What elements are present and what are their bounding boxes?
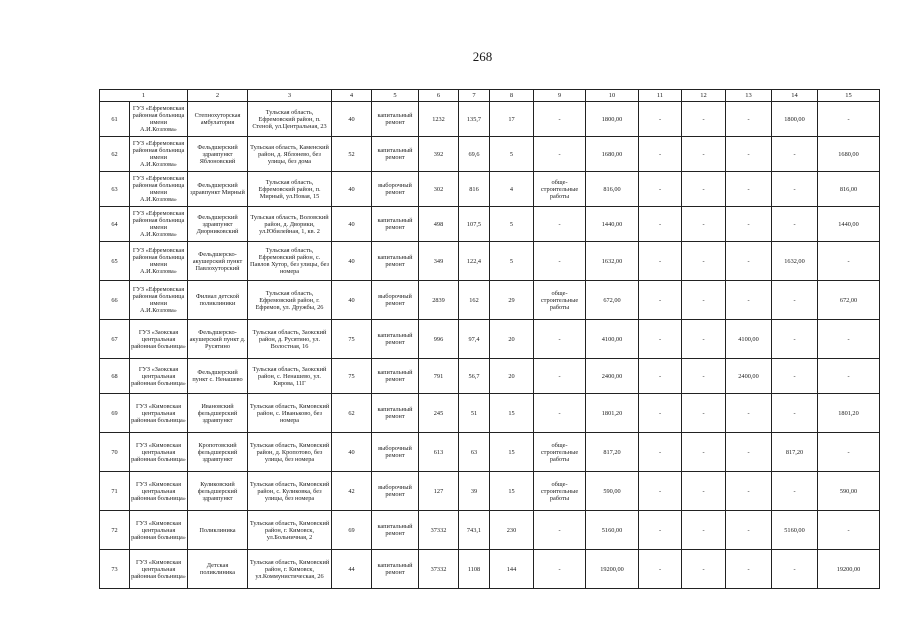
table-cell: ГУЗ «Кимовская центральная районная больница» — [130, 511, 188, 550]
table-cell: - — [639, 281, 682, 320]
table-cell: Фельдшерский здравпункт Дворниковский — [188, 207, 248, 242]
table-cell: 62 — [332, 394, 372, 433]
table-cell: 1801,20 — [586, 394, 639, 433]
table-cell: - — [772, 359, 818, 394]
table-cell: - — [534, 207, 586, 242]
table-cell: 20 — [490, 320, 534, 359]
table-cell: - — [726, 242, 772, 281]
table-cell: - — [726, 394, 772, 433]
table-cell: ГУЗ «Ефремовская районная больница имени А.И.Козлова» — [130, 102, 188, 137]
table-cell: - — [726, 102, 772, 137]
table-cell: - — [682, 433, 726, 472]
table-cell: - — [772, 394, 818, 433]
column-header: 15 — [818, 90, 880, 102]
table-cell: 70 — [100, 433, 130, 472]
table-cell: 29 — [490, 281, 534, 320]
table-cell: 1680,00 — [586, 137, 639, 172]
table-cell: 5160,00 — [772, 511, 818, 550]
table-cell: 2400,00 — [586, 359, 639, 394]
table-cell: 68 — [100, 359, 130, 394]
table-cell: 39 — [459, 472, 490, 511]
table-cell: Тульская область, Каменский район, д. Яблонево, без улицы, без дома — [248, 137, 332, 172]
table-cell: 817,20 — [586, 433, 639, 472]
table-cell: 107,5 — [459, 207, 490, 242]
table-cell: - — [682, 511, 726, 550]
table-cell: Кропотовский фельдшерский здравпункт — [188, 433, 248, 472]
table-cell: капитальный ремонт — [372, 242, 419, 281]
table-cell: 122,4 — [459, 242, 490, 281]
table-row — [100, 137, 880, 172]
table-cell: капитальный ремонт — [372, 207, 419, 242]
table-cell: - — [534, 242, 586, 281]
table-cell: 65 — [100, 242, 130, 281]
table-cell: 2839 — [419, 281, 459, 320]
table-cell: 61 — [100, 102, 130, 137]
table-row — [100, 102, 880, 137]
table-row — [100, 511, 880, 550]
table-row — [100, 550, 880, 589]
table-cell: Фельдшерский здравпункт Мирный — [188, 172, 248, 207]
table-cell: капитальный ремонт — [372, 359, 419, 394]
table-cell: обще-строительные работы — [534, 281, 586, 320]
column-header: 8 — [490, 90, 534, 102]
table-row — [100, 472, 880, 511]
table-cell: - — [726, 511, 772, 550]
table-cell: Куликовский фельдшерский здравпункт — [188, 472, 248, 511]
table-cell: 5 — [490, 137, 534, 172]
table-cell: 2400,00 — [726, 359, 772, 394]
table-cell: - — [534, 550, 586, 589]
table-cell: 73 — [100, 550, 130, 589]
table-cell: - — [772, 137, 818, 172]
table-cell: капитальный ремонт — [372, 102, 419, 137]
table-cell: - — [534, 359, 586, 394]
table-cell: 135,7 — [459, 102, 490, 137]
table-row — [100, 359, 880, 394]
table-cell: 245 — [419, 394, 459, 433]
table-cell: - — [639, 102, 682, 137]
table-cell: 498 — [419, 207, 459, 242]
table-cell: 5 — [490, 207, 534, 242]
table-cell: Фельдшерско-акушерский пункт Павлохуторский — [188, 242, 248, 281]
table-cell: - — [772, 472, 818, 511]
table-cell: 613 — [419, 433, 459, 472]
table-cell: 69 — [100, 394, 130, 433]
table-body — [100, 102, 880, 589]
table-cell: Поликлиника — [188, 511, 248, 550]
table-cell: - — [682, 102, 726, 137]
table-cell: 64 — [100, 207, 130, 242]
table-cell: 71 — [100, 472, 130, 511]
table-cell: 20 — [490, 359, 534, 394]
table-cell: 230 — [490, 511, 534, 550]
table-cell: 590,00 — [586, 472, 639, 511]
table-cell: Фельдшерский пункт с. Ненашево — [188, 359, 248, 394]
table-cell: Тульская область, Кимовский район, д. Кропотово, без улицы, без номера — [248, 433, 332, 472]
table-cell: - — [772, 320, 818, 359]
column-header: 13 — [726, 90, 772, 102]
table-row — [100, 433, 880, 472]
table-cell: - — [639, 472, 682, 511]
table-cell: обще-строительные работы — [534, 433, 586, 472]
table-row — [100, 281, 880, 320]
table-cell: Тульская область, Ефремовский район, п. Мирный, ул.Новая, 15 — [248, 172, 332, 207]
table-cell: - — [726, 172, 772, 207]
table-cell: Тульская область, Кимовский район, с. Куликовка, без улицы, без номера — [248, 472, 332, 511]
table-cell: 52 — [332, 137, 372, 172]
table-cell: - — [818, 433, 880, 472]
table-cell: - — [639, 242, 682, 281]
table-cell: 66 — [100, 281, 130, 320]
table-cell: - — [772, 281, 818, 320]
table-cell: - — [818, 320, 880, 359]
table-cell: - — [818, 359, 880, 394]
table-cell: 1440,00 — [818, 207, 880, 242]
table-row — [100, 320, 880, 359]
table-cell: - — [818, 102, 880, 137]
table-cell: 19200,00 — [586, 550, 639, 589]
table-cell: Филиал детской поликлиники — [188, 281, 248, 320]
table-cell: ГУЗ «Заокская центральная районная больница» — [130, 320, 188, 359]
table-cell: Тульская область, Заокский район, д. Русятино, ул. Волостная, 16 — [248, 320, 332, 359]
table-cell: - — [682, 359, 726, 394]
table-cell: - — [639, 359, 682, 394]
table-cell: Фельдшерский здравпункт Яблоновский — [188, 137, 248, 172]
table-cell: 15 — [490, 472, 534, 511]
table-cell: 69,6 — [459, 137, 490, 172]
table-cell: - — [682, 242, 726, 281]
column-header: 5 — [372, 90, 419, 102]
table-row — [100, 242, 880, 281]
table-cell: 817,20 — [772, 433, 818, 472]
table-cell: 17 — [490, 102, 534, 137]
table-cell: 15 — [490, 433, 534, 472]
table-cell: капитальный ремонт — [372, 394, 419, 433]
table-cell: - — [772, 207, 818, 242]
table-cell: 69 — [332, 511, 372, 550]
table-cell: Тульская область, Заокский район, с. Ненашево, ул. Кирова, 11Г — [248, 359, 332, 394]
table-cell: 996 — [419, 320, 459, 359]
table-cell: обще-строительные работы — [534, 172, 586, 207]
table-cell: 15 — [490, 394, 534, 433]
table-cell: 672,00 — [818, 281, 880, 320]
table-cell: - — [534, 394, 586, 433]
table-cell: Фельдшерско-акушерский пункт д. Русятино — [188, 320, 248, 359]
table-cell: 40 — [332, 102, 372, 137]
table-cell: Тульская область, Ефремовский район, с. Павлов Хутор, без улицы, без номера — [248, 242, 332, 281]
table-cell: 590,00 — [818, 472, 880, 511]
table-cell: 4100,00 — [726, 320, 772, 359]
column-header: 10 — [586, 90, 639, 102]
table-cell: 4100,00 — [586, 320, 639, 359]
table-cell: Тульская область, Кимовский район, г. Кимовск, ул.Больничная, 2 — [248, 511, 332, 550]
table-row — [100, 394, 880, 433]
table-cell: - — [818, 242, 880, 281]
column-header: 3 — [248, 90, 332, 102]
table-header-row — [100, 90, 880, 102]
column-header: 6 — [419, 90, 459, 102]
table-cell: 40 — [332, 207, 372, 242]
table-cell: 97,4 — [459, 320, 490, 359]
table-cell: - — [639, 172, 682, 207]
table-cell: 40 — [332, 172, 372, 207]
page-number: 268 — [472, 49, 493, 64]
table-cell: - — [639, 137, 682, 172]
table-cell: Тульская область, Кимовский район, г. Кимовск, ул.Коммунистическая, 26 — [248, 550, 332, 589]
table-cell: Тульская область, Воловский район, д. Дворики, ул.Юбилейная, 1, кв. 2 — [248, 207, 332, 242]
column-header: 9 — [534, 90, 586, 102]
column-header: 2 — [188, 90, 248, 102]
table-cell: - — [534, 320, 586, 359]
column-header: 11 — [639, 90, 682, 102]
table-cell: - — [682, 472, 726, 511]
table-cell: - — [726, 550, 772, 589]
table-cell: 40 — [332, 433, 372, 472]
table-cell: 743,1 — [459, 511, 490, 550]
table-row — [100, 207, 880, 242]
table-cell: - — [639, 433, 682, 472]
table-cell: выборочный ремонт — [372, 172, 419, 207]
table-cell: выборочный ремонт — [372, 472, 419, 511]
column-header: 14 — [772, 90, 818, 102]
table-cell: ГУЗ «Кимовская центральная районная больница» — [130, 394, 188, 433]
table-cell: 63 — [100, 172, 130, 207]
table-cell: - — [534, 137, 586, 172]
table-cell: 56,7 — [459, 359, 490, 394]
table-cell: - — [726, 472, 772, 511]
table-cell: 162 — [459, 281, 490, 320]
table-cell: 37332 — [419, 511, 459, 550]
table-cell: 302 — [419, 172, 459, 207]
column-header: 4 — [332, 90, 372, 102]
table-cell: ГУЗ «Ефремовская районная больница имени А.И.Козлова» — [130, 281, 188, 320]
table-cell: 1632,00 — [772, 242, 818, 281]
table-cell: ГУЗ «Ефремовская районная больница имени А.И.Козлова» — [130, 172, 188, 207]
table-cell: - — [639, 511, 682, 550]
table-cell: 791 — [419, 359, 459, 394]
table-cell: 62 — [100, 137, 130, 172]
table-cell: ГУЗ «Ефремовская районная больница имени А.И.Козлова» — [130, 242, 188, 281]
table-cell: 1800,00 — [772, 102, 818, 137]
table-cell: 44 — [332, 550, 372, 589]
table-cell: - — [772, 172, 818, 207]
table-cell: ГУЗ «Кимовская центральная районная больница» — [130, 550, 188, 589]
table-cell: - — [639, 320, 682, 359]
table-cell: 72 — [100, 511, 130, 550]
table-cell: - — [772, 550, 818, 589]
table-cell: - — [726, 207, 772, 242]
table-cell: 67 — [100, 320, 130, 359]
table-cell: - — [682, 320, 726, 359]
table-cell: 40 — [332, 281, 372, 320]
table-cell: 1632,00 — [586, 242, 639, 281]
table-cell: 144 — [490, 550, 534, 589]
table-cell: Тульская область, Ефремовский район, п. Стеной, ул.Центральная, 23 — [248, 102, 332, 137]
table-cell: - — [682, 172, 726, 207]
table-cell: выборочный ремонт — [372, 281, 419, 320]
table-cell: 1232 — [419, 102, 459, 137]
column-header: 12 — [682, 90, 726, 102]
table-cell: - — [682, 281, 726, 320]
table-cell: 19200,00 — [818, 550, 880, 589]
table-cell: 816,00 — [586, 172, 639, 207]
column-header: 1 — [100, 90, 188, 102]
table-cell: - — [639, 207, 682, 242]
table-cell: - — [818, 511, 880, 550]
table-cell: - — [726, 137, 772, 172]
table-cell: Детская поликлиника — [188, 550, 248, 589]
table-cell: ГУЗ «Заокская центральная районная больница» — [130, 359, 188, 394]
table-cell: Ивановский фельдшерский здравпункт — [188, 394, 248, 433]
table-cell: 816 — [459, 172, 490, 207]
table-cell: ГУЗ «Ефремовская районная больница имени А.И.Козлова» — [130, 207, 188, 242]
table-cell: - — [682, 137, 726, 172]
table-cell: ГУЗ «Кимовская центральная районная больница» — [130, 472, 188, 511]
table-cell: 37332 — [419, 550, 459, 589]
table-cell: 1440,00 — [586, 207, 639, 242]
table-cell: 51 — [459, 394, 490, 433]
table-cell: 1680,00 — [818, 137, 880, 172]
table-cell: капитальный ремонт — [372, 511, 419, 550]
table-cell: - — [726, 433, 772, 472]
table-cell: обще-строительные работы — [534, 472, 586, 511]
table-cell: 40 — [332, 242, 372, 281]
table-cell: капитальный ремонт — [372, 137, 419, 172]
table-cell: выборочный ремонт — [372, 433, 419, 472]
table-cell: - — [682, 207, 726, 242]
table-cell: - — [534, 102, 586, 137]
table-cell: ГУЗ «Ефремовская районная больница имени А.И.Козлова» — [130, 137, 188, 172]
table-cell: 816,00 — [818, 172, 880, 207]
table-cell: - — [639, 550, 682, 589]
table-cell: 4 — [490, 172, 534, 207]
table-cell: капитальный ремонт — [372, 320, 419, 359]
table-cell: 349 — [419, 242, 459, 281]
table-cell: Тульская область, Ефремовский район, г. Ефремов, ул. Дружбы, 26 — [248, 281, 332, 320]
table-cell: 1108 — [459, 550, 490, 589]
table-cell: - — [534, 511, 586, 550]
table-cell: 75 — [332, 359, 372, 394]
table-cell: 42 — [332, 472, 372, 511]
table-cell: - — [682, 550, 726, 589]
table-row — [100, 172, 880, 207]
table-cell: Тульская область, Кимовский район, с. Иваньково, без номера — [248, 394, 332, 433]
table-cell: 5 — [490, 242, 534, 281]
table-cell: Степнохуторская амбулатория — [188, 102, 248, 137]
table-cell: капитальный ремонт — [372, 550, 419, 589]
table-cell: ГУЗ «Кимовская центральная районная больница» — [130, 433, 188, 472]
data-table — [99, 89, 880, 589]
table-cell: 1801,20 — [818, 394, 880, 433]
table-cell: 672,00 — [586, 281, 639, 320]
table-cell: - — [726, 281, 772, 320]
table-cell: 127 — [419, 472, 459, 511]
table-cell: 75 — [332, 320, 372, 359]
column-header: 7 — [459, 90, 490, 102]
table-cell: 63 — [459, 433, 490, 472]
table-cell: 1800,00 — [586, 102, 639, 137]
table-cell: 392 — [419, 137, 459, 172]
table-cell: - — [682, 394, 726, 433]
table-cell: 5160,00 — [586, 511, 639, 550]
table-cell: - — [639, 394, 682, 433]
